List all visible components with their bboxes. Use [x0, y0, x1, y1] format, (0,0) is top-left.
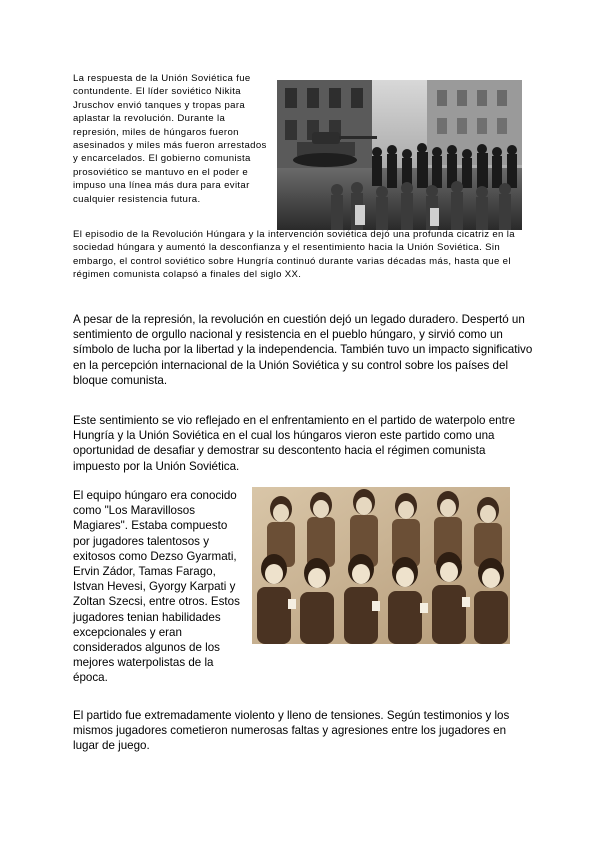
paragraph-soviet-response: La respuesta de la Unión Soviética fue contundente. El líder soviético Nikita Jruschov envió tanques y tropas para aplastar la revolución. Durante la represión, miles de húngaros fueron asesinados y miles más fueron arrestados y encarcelados. El gobierno comunista prosoviético se mantuvo en el poder e impuso una línea más dura para evitar cualquier resistencia futura.: [73, 73, 267, 205]
paragraph-waterpolo-match: Este sentimiento se vio reflejado en el enfrentamiento en el partido de waterpolo entre Hungría y la Unión Soviética en el cual los húngaros vieron este partido como una oportunidad de desafiar y demostrar su descontento hacia el régimen comunista impuesto por la Unión Soviética.: [73, 414, 516, 473]
photo-revolution-tank-crowd: [277, 80, 522, 230]
photo-hungarian-waterpolo-team: [252, 487, 510, 644]
paragraph-hungarian-team: El equipo húngaro era conocido como "Los Maravillosos Magiares". Estaba compuesto por jugadores talentosos y exitosos como Dezso Gyarmati, Ervin Zádor, Tamas Farago, Istvan Hevesi, Gyorgy Karpati y Zoltan Szecsi, entre otros. Estos jugadores tenian habilidades excepcionales y eran considerados algunos de los mejores waterpolistas de la época.: [73, 489, 240, 685]
paragraph-legacy: A pesar de la represión, la revolución en cuestión dejó un legado duradero. Despertó un sentimiento de orgullo nacional y resistencia en el pueblo húngaro, y sirvió como un símbolo de lucha por la libertad y la independencia. También tuvo un impacto significativo en la percepción internacional de la Unión Soviética y su control sobre los países del bloque comunista.: [73, 313, 533, 387]
paragraph-violent-match: El partido fue extremadamente violento y lleno de tensiones. Según testimonios y los mismos jugadores cometieron numerosas faltas y agresiones entre los jugadores en lugar de juego.: [73, 709, 510, 753]
paragraph-revolution-episode: El episodio de la Revolución Húngara y la intervención soviética dejó una profunda cicatriz en la sociedad húngara y aumentó la desconfianza y el resentimiento hacia la Unión Soviética. Sin embargo, el control soviético sobre Hungría continuó durante varias décadas más, hasta que el régimen comunista colapsó a finales del siglo XX.: [73, 229, 515, 281]
